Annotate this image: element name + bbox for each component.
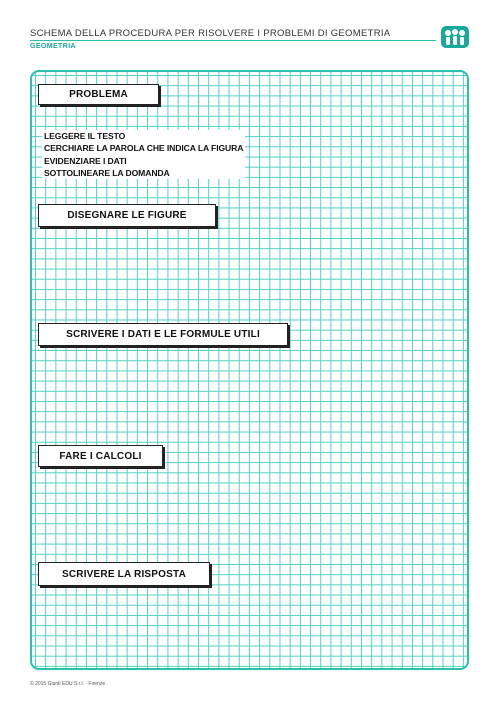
- step-problema: PROBLEMA: [38, 84, 159, 105]
- instruction-item: CERCHIARE LA PAROLA CHE INDICA LA FIGURA: [44, 143, 244, 154]
- instruction-item: LEGGERE IL TESTO: [44, 131, 126, 141]
- step-calcoli: FARE I CALCOLI: [38, 445, 163, 467]
- page-title: SCHEMA DELLA PROCEDURA PER RISOLVERE I PROBLEMI DI GEOMETRIA: [30, 28, 391, 39]
- publisher-logo-icon: [441, 26, 469, 48]
- step-risposta: SCRIVERE LA RISPOSTA: [38, 562, 210, 586]
- reading-instructions: [42, 130, 245, 179]
- step-dati-formule: SCRIVERE I DATI E LE FORMULE UTILI: [38, 323, 288, 346]
- instruction-item: EVIDENZIARE I DATI: [44, 155, 127, 166]
- subject-label: GEOMETRIA: [30, 43, 76, 50]
- instruction-item: SOTTOLINEARE LA DOMANDA: [44, 167, 170, 178]
- copyright-footer: © 2015 Giunti EDU S.r.l. · Firenze: [30, 681, 106, 687]
- header-divider: [30, 40, 436, 41]
- step-disegnare-figure: DISEGNARE LE FIGURE: [38, 204, 216, 227]
